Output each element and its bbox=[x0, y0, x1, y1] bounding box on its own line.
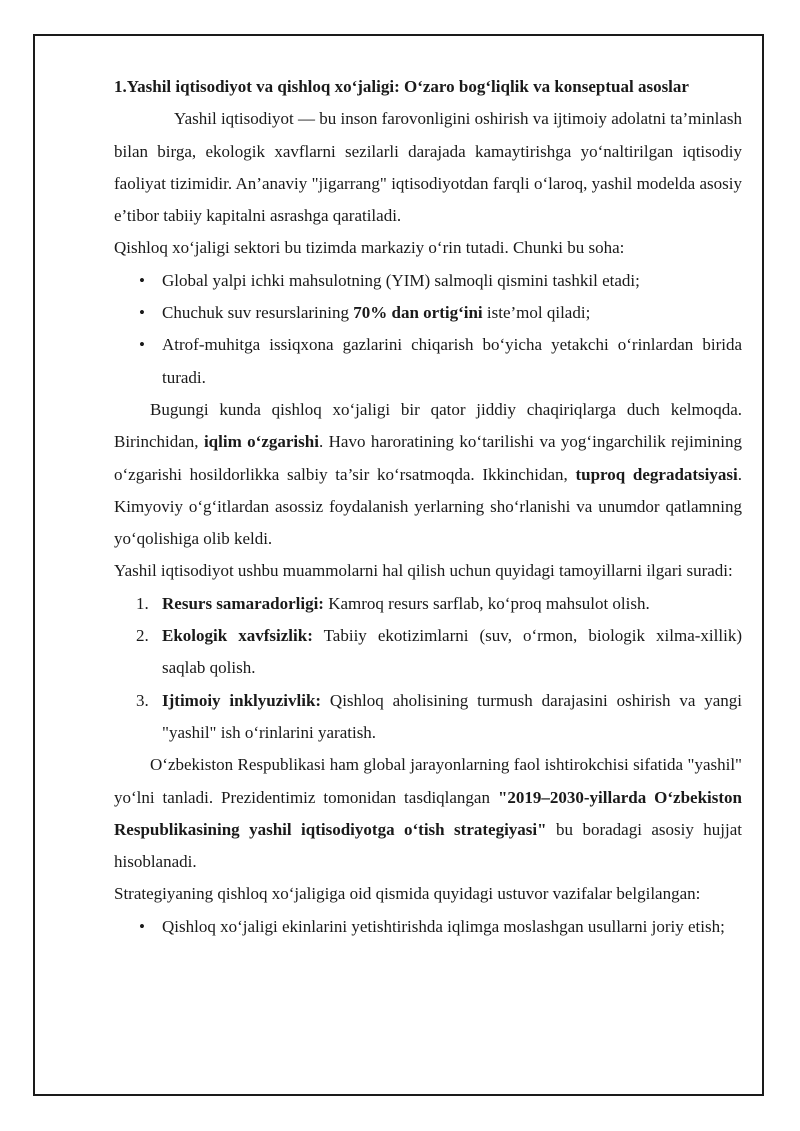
list-item bbox=[114, 265, 742, 297]
list-number: 1. bbox=[136, 593, 149, 613]
paragraph-strategy-tasks: Strategiyaning qishloq xo‘jaligiga oid qismida quyidagi ustuvor vazifalar belgilangan: bbox=[114, 884, 701, 904]
list-item-text: Global yalpi ichki mahsulotning (YIM) salmoqli qismini tashkil etadi; bbox=[162, 270, 640, 290]
list-item-title: Ekologik xavfsizlik: bbox=[162, 626, 313, 646]
paragraph-uzbekistan-strategy bbox=[114, 749, 742, 878]
bullet-icon: • bbox=[139, 303, 145, 323]
text-run: . Havo haroratining ko‘tarilishi va yog‘ingarchilik rejimining o‘zgarishi hosildorlikka salbiy ta’sir ko‘rsatmoqda. Ikkinchidan, bbox=[114, 432, 742, 484]
list-number: 2. bbox=[136, 626, 149, 646]
bullet-icon: • bbox=[139, 335, 145, 355]
list-item bbox=[114, 588, 742, 620]
list-item-text: Tabiiy ekotizimlarni (suv, o‘rmon, biologik xilma-xillik) saqlab qolish. bbox=[162, 626, 742, 678]
text-run: bu boradagi asosiy hujjat hisoblanadi. bbox=[114, 819, 742, 872]
paragraph-challenges bbox=[114, 394, 742, 555]
text-run: Bugungi kunda qishloq xo‘jaligi bir qator jiddiy chaqiriqlarga duch kelmoqda. Birinchidan, bbox=[114, 399, 742, 452]
list-item-text: Chuchuk suv resurslarining bbox=[162, 303, 354, 323]
list-item-text: Kamroq resurs sarflab, ko‘proq mahsulot olish. bbox=[323, 593, 650, 613]
list-item bbox=[114, 620, 742, 685]
paragraph-principles-intro: Yashil iqtisodiyot ushbu muammolarni hal qilish uchun quyidagi tamoyillarni ilgari suradi: bbox=[114, 561, 733, 581]
text-run: . Kimyoviy o‘g‘itlardan asossiz foydalanish yerlarning sho‘rlanishi va unumdor qatlamning yo‘qolishiga olib keldi. bbox=[114, 464, 742, 549]
emphasis-soil-degradation: tuproq degradatsiyasi bbox=[575, 464, 738, 484]
emphasis-climate-change: iqlim o‘zgarishi bbox=[203, 432, 319, 452]
list-item-text: Qishloq aholisining turmush darajasini oshirish va yangi "yashil" ish o‘rinlarini yaratish. bbox=[162, 690, 742, 742]
bullet-list-tasks bbox=[114, 911, 742, 943]
list-item bbox=[114, 329, 742, 394]
emphasis-strategy-title: "2019–2030-yillarda O‘zbekiston Respublikasining yashil iqtisodiyotga o‘tish strategiyasi" bbox=[114, 787, 742, 839]
bullet-icon: • bbox=[139, 916, 145, 936]
list-item-title: Resurs samaradorligi: bbox=[162, 593, 324, 613]
list-number: 3. bbox=[136, 690, 149, 710]
list-item bbox=[114, 685, 742, 750]
text-run: O‘zbekiston Respublikasi ham global jarayonlarning faol ishtirokchisi sifatida "yashil" yo‘lni tanladi. Prezidentimiz tomonidan tasdiqlangan bbox=[114, 755, 742, 807]
list-item bbox=[114, 911, 742, 943]
list-item-text: iste’mol qiladi; bbox=[482, 303, 591, 323]
list-item-text: Qishloq xo‘jaligi ekinlarini yetishtirishda iqlimga moslashgan usullarni joriy etish; bbox=[162, 916, 725, 936]
paragraph-agriculture-role: Qishloq xo‘jaligi sektori bu tizimda markaziy o‘rin tutadi. Chunki bu soha: bbox=[114, 238, 625, 258]
bullet-list-agriculture bbox=[114, 265, 742, 394]
numbered-list-principles bbox=[114, 588, 742, 749]
list-item-title: Ijtimoiy inklyuzivlik: bbox=[162, 690, 322, 710]
paragraph-definition: Yashil iqtisodiyot — bu inson farovonligini oshirish va ijtimoiy adolatni ta’minlash bilan birga, ekologik xavflarni sezilarli darajada kamaytirishga yo‘naltirilgan iqtisodiy faoliyat tizimidir. An’anaviy "jigarrang" iqtisodiyotdan farqli o‘laroq, yashil modelda asosiy e’tibor tabiiy kapitalni asrashga qaratiladi. bbox=[114, 109, 742, 226]
list-item bbox=[114, 297, 742, 329]
section-heading: 1.Yashil iqtisodiyot va qishloq xo‘jaligi: O‘zaro bog‘liqlik va konseptual asoslar bbox=[114, 77, 689, 96]
list-item-text: Atrof-muhitga issiqxona gazlarini chiqarish bo‘yicha yetakchi o‘rinlardan birida turadi. bbox=[162, 335, 742, 387]
list-item-emphasis: 70% dan ortig‘ini bbox=[353, 303, 483, 323]
document-body bbox=[114, 71, 742, 943]
bullet-icon: • bbox=[139, 270, 145, 290]
